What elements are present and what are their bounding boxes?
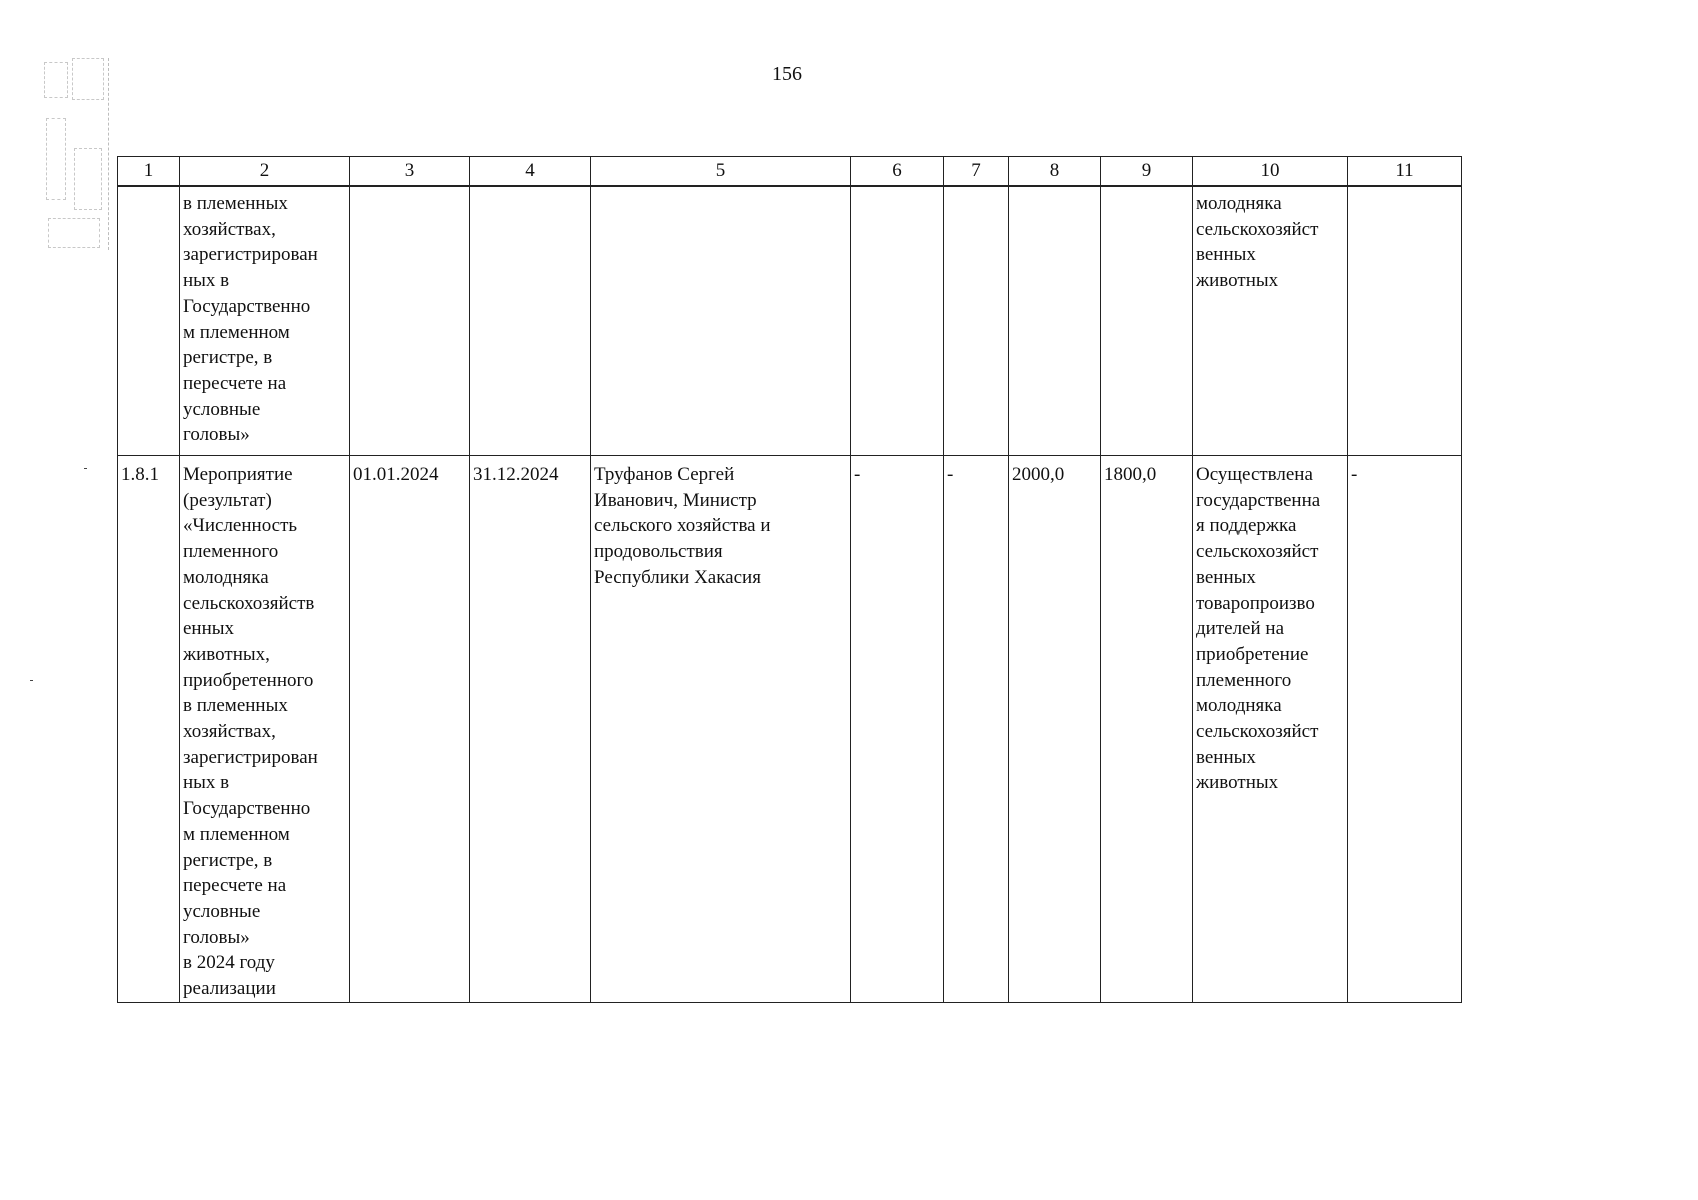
table-cell-name: Мероприятие (результат) «Численность племенного молодняка сельскохозяйств енных животных, приобретенного в племенных хозяйствах, зарегистрирован ных в Государственно м племенном регистре, в пересчете на условные головы» в 2024 году реализации [180,456,350,1003]
table-cell-name: в племенных хозяйствах, зарегистрирован ных в Государственно м племенном регистре, в пересчете на условные головы» [180,186,350,456]
table-row [118,456,1462,1003]
column-header: 5 [591,157,851,187]
scan-artifact-mark [42,58,109,250]
table-cell-result: Осуществлена государственна я поддержка сельскохозяйст венных товаропроизво дителей на приобретение племенного молодняка сельскохозяйст венных животных [1193,456,1348,1003]
column-header: 9 [1101,157,1193,187]
column-header: 7 [944,157,1009,187]
table-cell-col6 [851,186,944,456]
table-cell-number: 1.8.1 [118,456,180,1003]
column-header: 2 [180,157,350,187]
table-cell-end-date: 31.12.2024 [470,456,591,1003]
column-header: 11 [1348,157,1462,187]
scan-speck [84,468,87,469]
column-header: 1 [118,157,180,187]
table-cell-col9 [1101,186,1193,456]
table-row [118,186,1462,456]
column-header: 3 [350,157,470,187]
table-cell-col11: - [1348,456,1462,1003]
table-cell-col6: - [851,456,944,1003]
table-cell-responsible: Труфанов Сергей Иванович, Министр сельского хозяйства и продовольствия Республики Хакасия [591,456,851,1003]
column-header: 10 [1193,157,1348,187]
table-cell-end-date [470,186,591,456]
table-cell-col8: 2000,0 [1009,456,1101,1003]
table-cell-start-date: 01.01.2024 [350,456,470,1003]
table-cell-number [118,186,180,456]
column-header: 6 [851,157,944,187]
page-number: 156 [772,63,802,85]
table-cell-col9: 1800,0 [1101,456,1193,1003]
column-header: 4 [470,157,591,187]
table-cell-col8 [1009,186,1101,456]
table-cell-col11 [1348,186,1462,456]
column-header: 8 [1009,157,1101,187]
table-cell-result: молодняка сельскохозяйст венных животных [1193,186,1348,456]
table-cell-responsible [591,186,851,456]
table-cell-col7: - [944,456,1009,1003]
scan-speck [30,680,33,681]
table-cell-col7 [944,186,1009,456]
table-cell-start-date [350,186,470,456]
table-header-row [118,157,1462,187]
data-table [117,156,1462,1003]
